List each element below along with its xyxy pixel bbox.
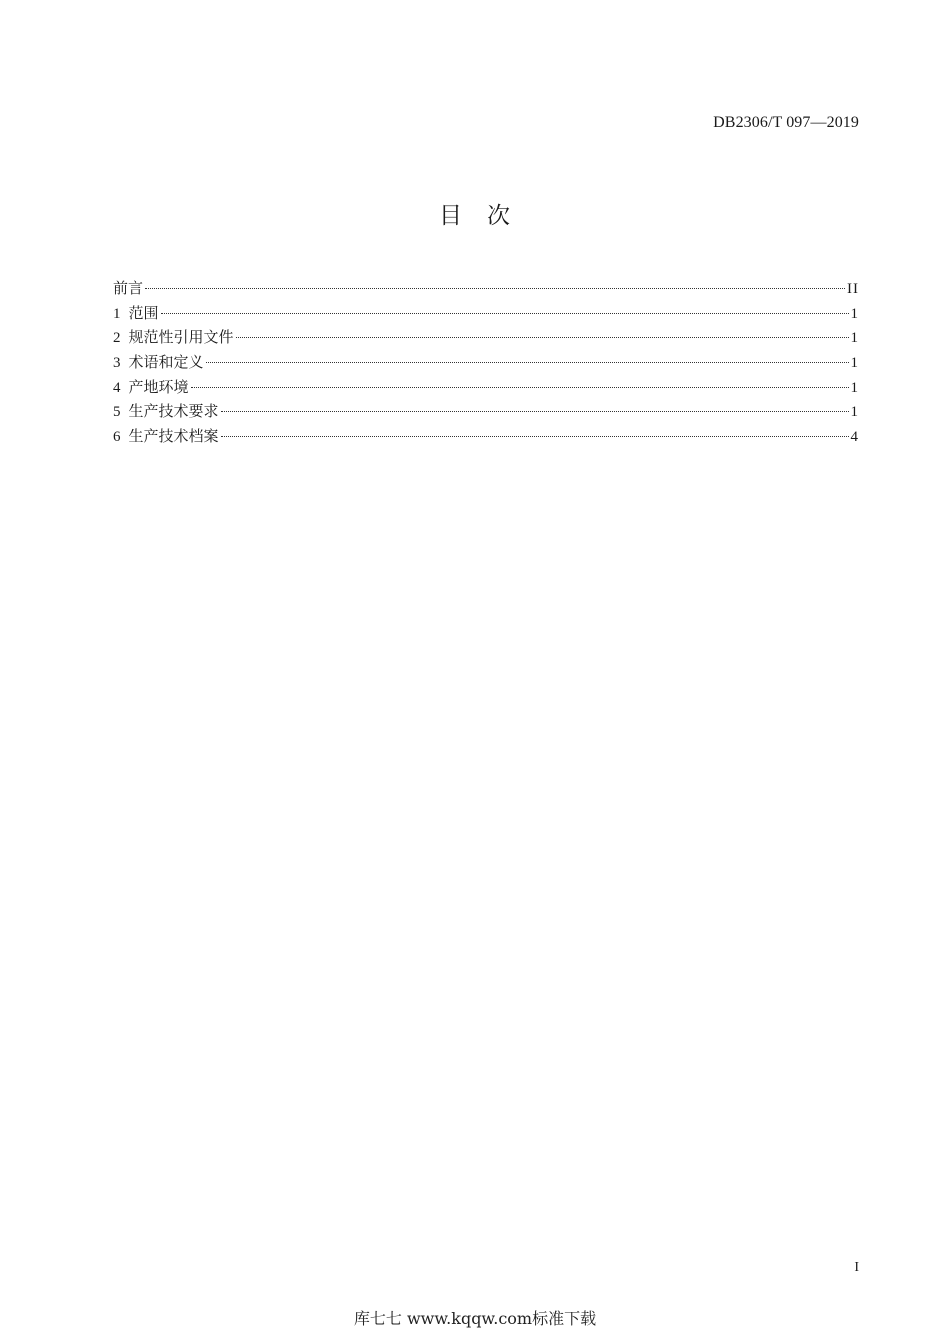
toc-entry-production-records[interactable] [113,424,859,449]
toc-entry-production-requirements[interactable] [113,399,859,424]
page-title: 目 次 [439,203,511,229]
toc-entry-page: 1 [850,404,859,421]
toc-entry-number: 1 [113,305,121,322]
toc-entry-label: 产地环境 [128,377,189,396]
toc-leader-dots [145,288,845,289]
toc-leader-dots [191,387,849,388]
toc-leader-dots [221,411,849,412]
toc-leader-dots [206,362,849,363]
toc-entry-page: 1 [850,305,859,322]
toc-entry-terms[interactable] [113,350,859,375]
toc-entry-page: 1 [850,355,859,372]
toc-entry-label: 规范性引用文件 [128,328,234,347]
toc-entry-page: 4 [850,429,859,446]
watermark-text: 库七七 www.kqqw.com标准下载 [353,1309,597,1328]
toc-entry-label: 前言 [113,279,144,297]
toc-entry-scope[interactable] [113,301,859,326]
toc-entry-foreword[interactable] [113,276,859,301]
toc-entry-number: 5 [113,404,121,421]
toc-entry-number: 4 [113,379,121,396]
toc-entry-page: II [847,281,859,297]
toc-entry-page: 1 [850,330,859,347]
toc-entry-label: 术语和定义 [128,353,204,372]
toc-entry-normative-references[interactable] [113,325,859,350]
page-number: I [854,1260,859,1275]
toc-entry-number: 6 [113,429,121,446]
standard-code: DB2306/T 097—2019 [713,114,859,131]
toc-entry-label: 范围 [128,303,159,322]
toc-entry-environment[interactable] [113,375,859,400]
toc-entry-number: 2 [113,330,121,347]
toc-leader-dots [221,436,849,437]
toc-entry-page: 1 [850,379,859,396]
toc-leader-dots [161,313,849,314]
toc-leader-dots [236,337,849,338]
toc-entry-label: 生产技术档案 [128,427,219,446]
table-of-contents [113,276,859,449]
toc-entry-number: 3 [113,355,121,372]
toc-entry-label: 生产技术要求 [128,402,219,421]
